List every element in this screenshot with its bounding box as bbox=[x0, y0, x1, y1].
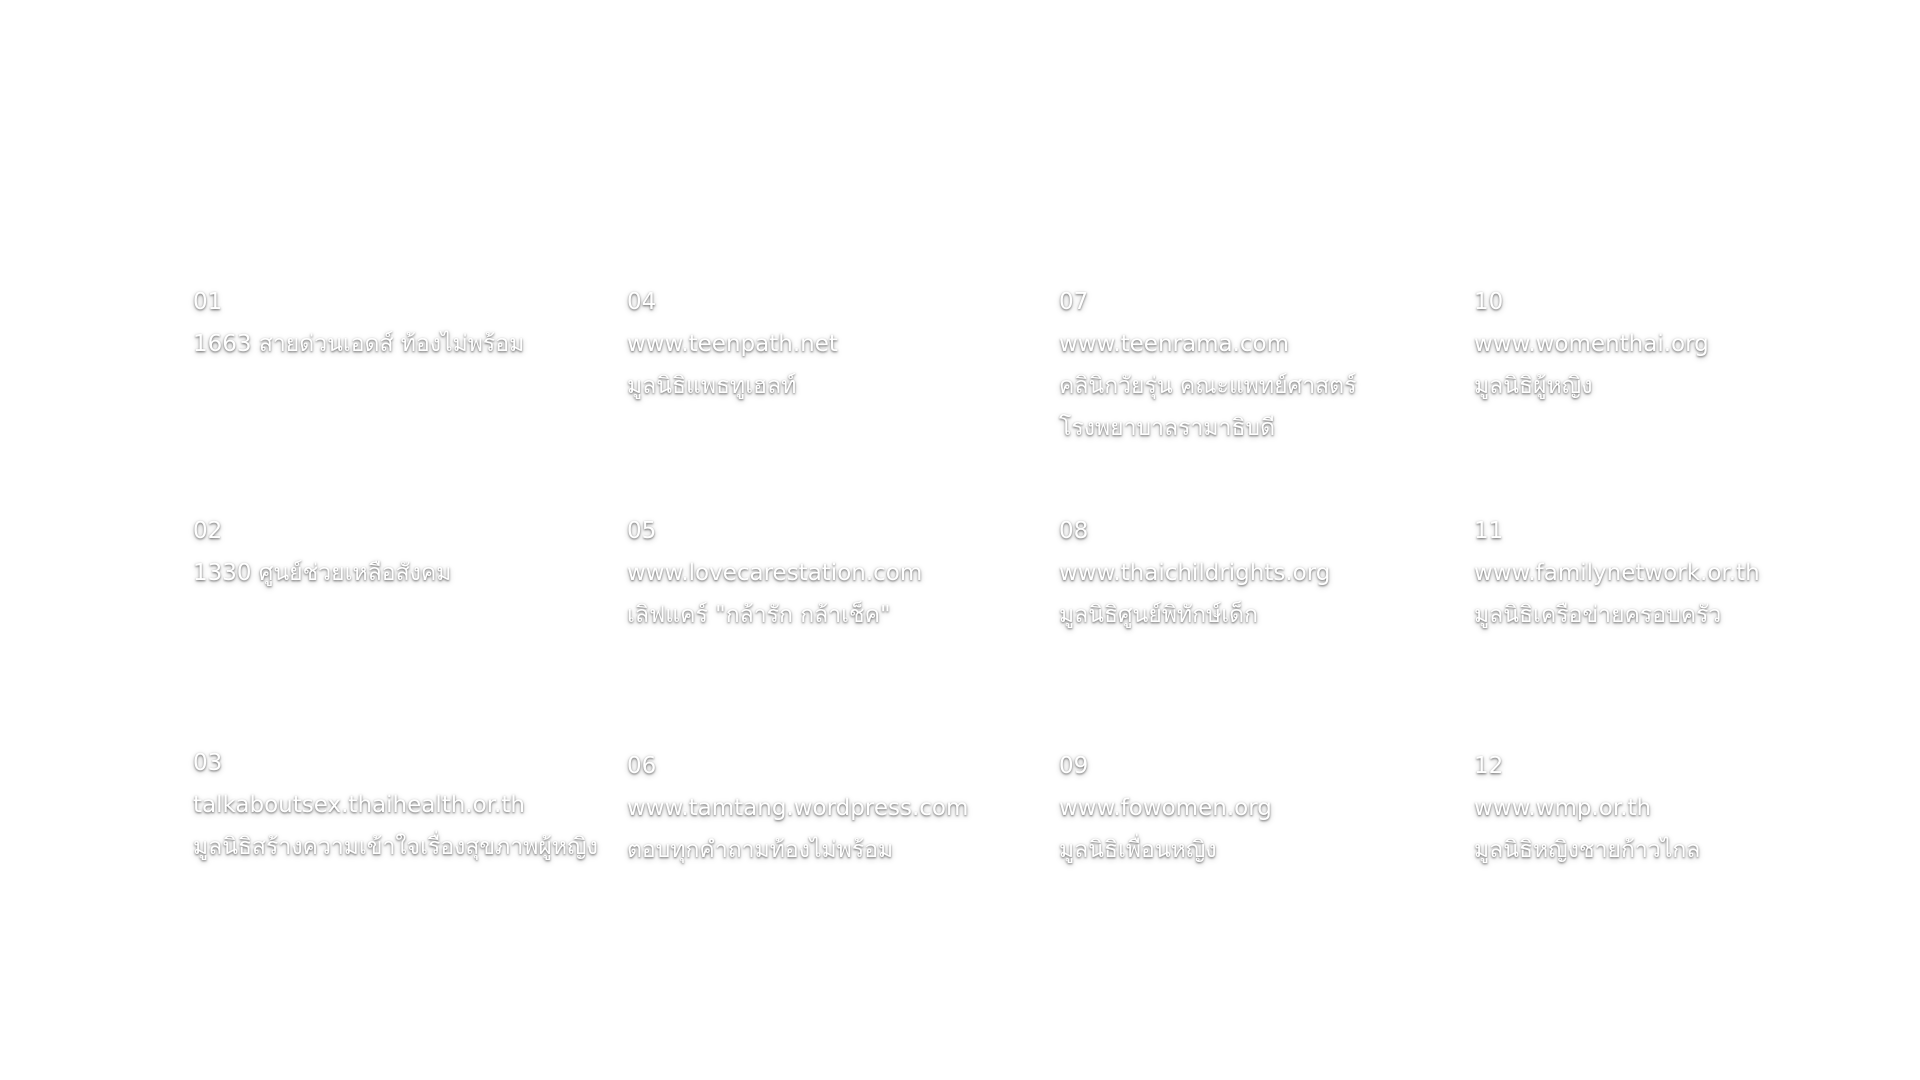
resource-link[interactable]: www.tamtang.wordpress.com bbox=[627, 795, 969, 821]
resource-number: 02 bbox=[193, 518, 223, 544]
resource-item bbox=[193, 281, 524, 365]
resource-item bbox=[1059, 281, 1356, 449]
resource-number: 09 bbox=[1059, 753, 1089, 779]
resource-hotline: 1330 ศูนย์ช่วยเหลือสังคม bbox=[193, 560, 452, 586]
resource-item bbox=[1474, 745, 1700, 871]
resource-description: ตอบทุกคำถามท้องไม่พร้อม bbox=[627, 837, 894, 863]
resource-link[interactable]: www.familynetwork.or.th bbox=[1474, 560, 1760, 586]
resource-link[interactable]: www.fowomen.org bbox=[1059, 795, 1272, 821]
resource-number: 10 bbox=[1474, 289, 1504, 315]
resource-link[interactable]: talkaboutsex.thaihealth.or.th bbox=[193, 792, 525, 818]
resource-number: 05 bbox=[627, 518, 657, 544]
resource-link[interactable]: www.lovecarestation.com bbox=[627, 560, 923, 586]
resource-number: 04 bbox=[627, 289, 657, 315]
resource-item bbox=[1474, 510, 1760, 636]
resource-hotline: 1663 สายด่วนเอดส์ ท้องไม่พร้อม bbox=[193, 331, 525, 357]
resource-item bbox=[193, 742, 598, 868]
resource-item bbox=[193, 510, 451, 594]
resource-description: มูลนิธิสร้างความเข้าใจเรื่องสุขภาพผู้หญิง bbox=[193, 834, 598, 860]
resource-number: 12 bbox=[1474, 753, 1504, 779]
resource-link[interactable]: www.teenrama.com bbox=[1059, 331, 1290, 357]
resource-number: 01 bbox=[193, 289, 223, 315]
resource-description: มูลนิธิหญิงชายก้าวไกล bbox=[1474, 837, 1701, 863]
resource-link[interactable]: www.womenthai.org bbox=[1474, 331, 1709, 357]
resource-item bbox=[1059, 510, 1330, 636]
resource-description: มูลนิธิเพื่อนหญิง bbox=[1059, 837, 1217, 863]
resource-item bbox=[627, 745, 968, 871]
resource-item bbox=[1059, 745, 1272, 871]
resource-item bbox=[627, 510, 922, 636]
resource-description: มูลนิธิแพธทูเฮลท์ bbox=[627, 373, 797, 399]
resource-description: เลิฟแคร์ "กล้ารัก กล้าเช็ค" bbox=[627, 602, 891, 628]
resource-description: มูลนิธิศูนย์พิทักษ์เด็ก bbox=[1059, 602, 1258, 628]
resource-description: คลินิกวัยรุ่น คณะแพทย์ศาสตร์ bbox=[1059, 373, 1357, 399]
resource-item bbox=[627, 281, 838, 407]
resource-number: 03 bbox=[193, 750, 223, 776]
resource-link[interactable]: www.wmp.or.th bbox=[1474, 795, 1652, 821]
resource-item bbox=[1474, 281, 1709, 407]
resource-number: 07 bbox=[1059, 289, 1089, 315]
resource-number: 08 bbox=[1059, 518, 1089, 544]
resource-description: โรงพยาบาลรามาธิบดี bbox=[1059, 415, 1276, 441]
resource-link[interactable]: www.teenpath.net bbox=[627, 331, 838, 357]
resource-number: 06 bbox=[627, 753, 657, 779]
resource-description: มูลนิธิเครือข่ายครอบครัว bbox=[1474, 602, 1722, 628]
resource-description: มูลนิธิผู้หญิง bbox=[1474, 373, 1593, 399]
resource-link[interactable]: www.thaichildrights.org bbox=[1059, 560, 1331, 586]
resource-number: 11 bbox=[1474, 518, 1504, 544]
